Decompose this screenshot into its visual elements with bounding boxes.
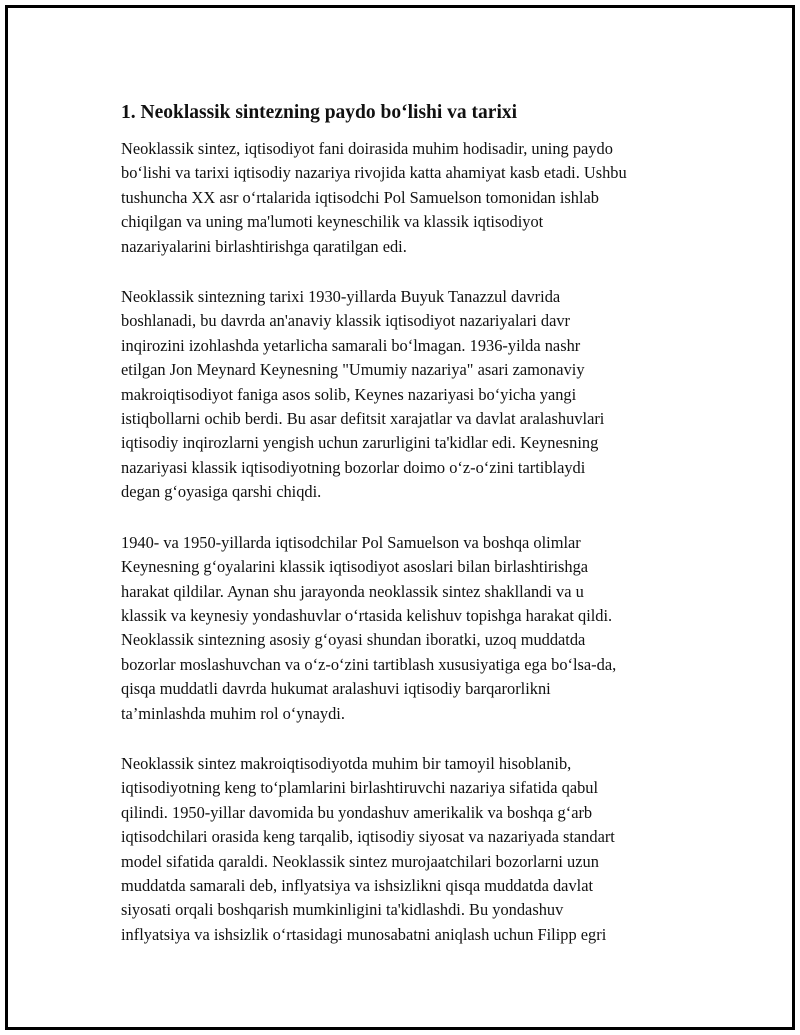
text-line: nazariyasi klassik iqtisodiyotning bozorlar doimo o‘z-o‘zini tartiblaydi xyxy=(121,457,586,477)
text-line: Neoklassik sintezning asosiy g‘oyasi shundan iboratki, uzoq muddatda xyxy=(121,630,586,650)
text-line: Neoklassik sintez, iqtisodiyot fani doirasida muhim hodisadir, uning paydo xyxy=(121,139,613,158)
text-line: klassik va keynesiy yondashuvlar o‘rtasida kelishuv topishga harakat qildi. xyxy=(121,605,613,625)
text-line: 1940- va 1950-yillarda iqtisodchilar Pol Samuelson va boshqa olimlar xyxy=(121,532,581,552)
text-line: qisqa muddatli davrda hukumat aralashuvi iqtisodiy barqarorlikni xyxy=(121,679,551,699)
text-line: tushuncha XX asr o‘rtalarida iqtisodchi Pol Samuelson tomonidan ishlab xyxy=(121,187,599,207)
document-body xyxy=(121,100,691,973)
text-line: iqtisodiyotning keng to‘plamlarini birlashtiruvchi nazariya sifatida qabul xyxy=(121,778,599,798)
text-line: Neoklassik sintezning tarixi 1930-yillarda Buyuk Tanazzul davrida xyxy=(121,287,561,307)
text-line: ta’minlashda muhim rol o‘ynaydi. xyxy=(121,703,345,723)
text-line: model sifatida qaraldi. Neoklassik sintez murojaatchilari bozorlarni uzun xyxy=(121,851,599,871)
text-line: inflyatsiya va ishsizlik o‘rtasidagi munosabatni aniqlash uchun Filipp egri xyxy=(121,924,607,944)
paragraphs-container xyxy=(121,137,691,947)
text-line: muddatda samarali deb, inflyatsiya va ishsizlikni qisqa muddatda davlat xyxy=(121,875,594,895)
text-line: degan g‘oyasiga qarshi chiqdi. xyxy=(121,482,322,502)
text-line: bo‘lishi va tarixi iqtisodiy nazariya rivojida katta ahamiyat kasb etadi. Ushbu xyxy=(121,163,627,183)
text-line: etilgan Jon Meynard Keynesning "Umumiy nazariya" asari zamonaviy xyxy=(121,360,585,380)
page-frame xyxy=(5,5,795,1030)
text-line: bozorlar moslashuvchan va o‘z-o‘zini tartiblash xususiyatiga ega bo‘lsa-da, xyxy=(121,654,617,674)
text-line: Neoklassik sintez makroiqtisodiyotda muhim bir tamoyil hisoblanib, xyxy=(121,753,572,773)
text-line: istiqbollarni ochib berdi. Bu asar defitsit xarajatlar va davlat aralashuvlari xyxy=(121,409,605,429)
paragraph-1 xyxy=(121,137,691,259)
text-line: nazariyalarini birlashtirishga qaratilgan edi. xyxy=(121,236,407,256)
text-line: Keynesning g‘oyalarini klassik iqtisodiyot asoslari bilan birlashtirishga xyxy=(121,557,589,577)
paragraph-3 xyxy=(121,531,691,726)
text-line: siyosati orqali boshqarish mumkinligini ta'kidlashdi. Bu yondashuv xyxy=(121,900,564,920)
text-line: chiqilgan va uning ma'lumoti keyneschilik va klassik iqtisodiyot xyxy=(121,212,544,232)
paragraph-2 xyxy=(121,285,691,505)
paragraph-4 xyxy=(121,752,691,947)
text-line: harakat qildilar. Aynan shu jarayonda neoklassik sintez shakllandi va u xyxy=(121,581,584,601)
text-line: boshlanadi, bu davrda an'anaviy klassik iqtisodiyot nazariyalari davr xyxy=(121,311,571,331)
text-line: makroiqtisodiyot faniga asos solib, Keynes nazariyasi bo‘yicha yangi xyxy=(121,384,577,404)
text-line: iqtisodchilari orasida keng tarqalib, iqtisodiy siyosat va nazariyada standart xyxy=(121,827,615,847)
text-line: inqirozini izohlashda yetarlicha samarali bo‘lmagan. 1936-yilda nashr xyxy=(121,335,581,355)
text-line: qilindi. 1950-yillar davomida bu yondashuv amerikalik va boshqa g‘arb xyxy=(121,802,593,822)
text-line: iqtisodiy inqirozlarni yengish uchun zarurligini ta'kidlar edi. Keynesning xyxy=(121,433,599,453)
section-heading: 1. Neoklassik sintezning paydo bo‘lishi va tarixi xyxy=(121,102,518,123)
